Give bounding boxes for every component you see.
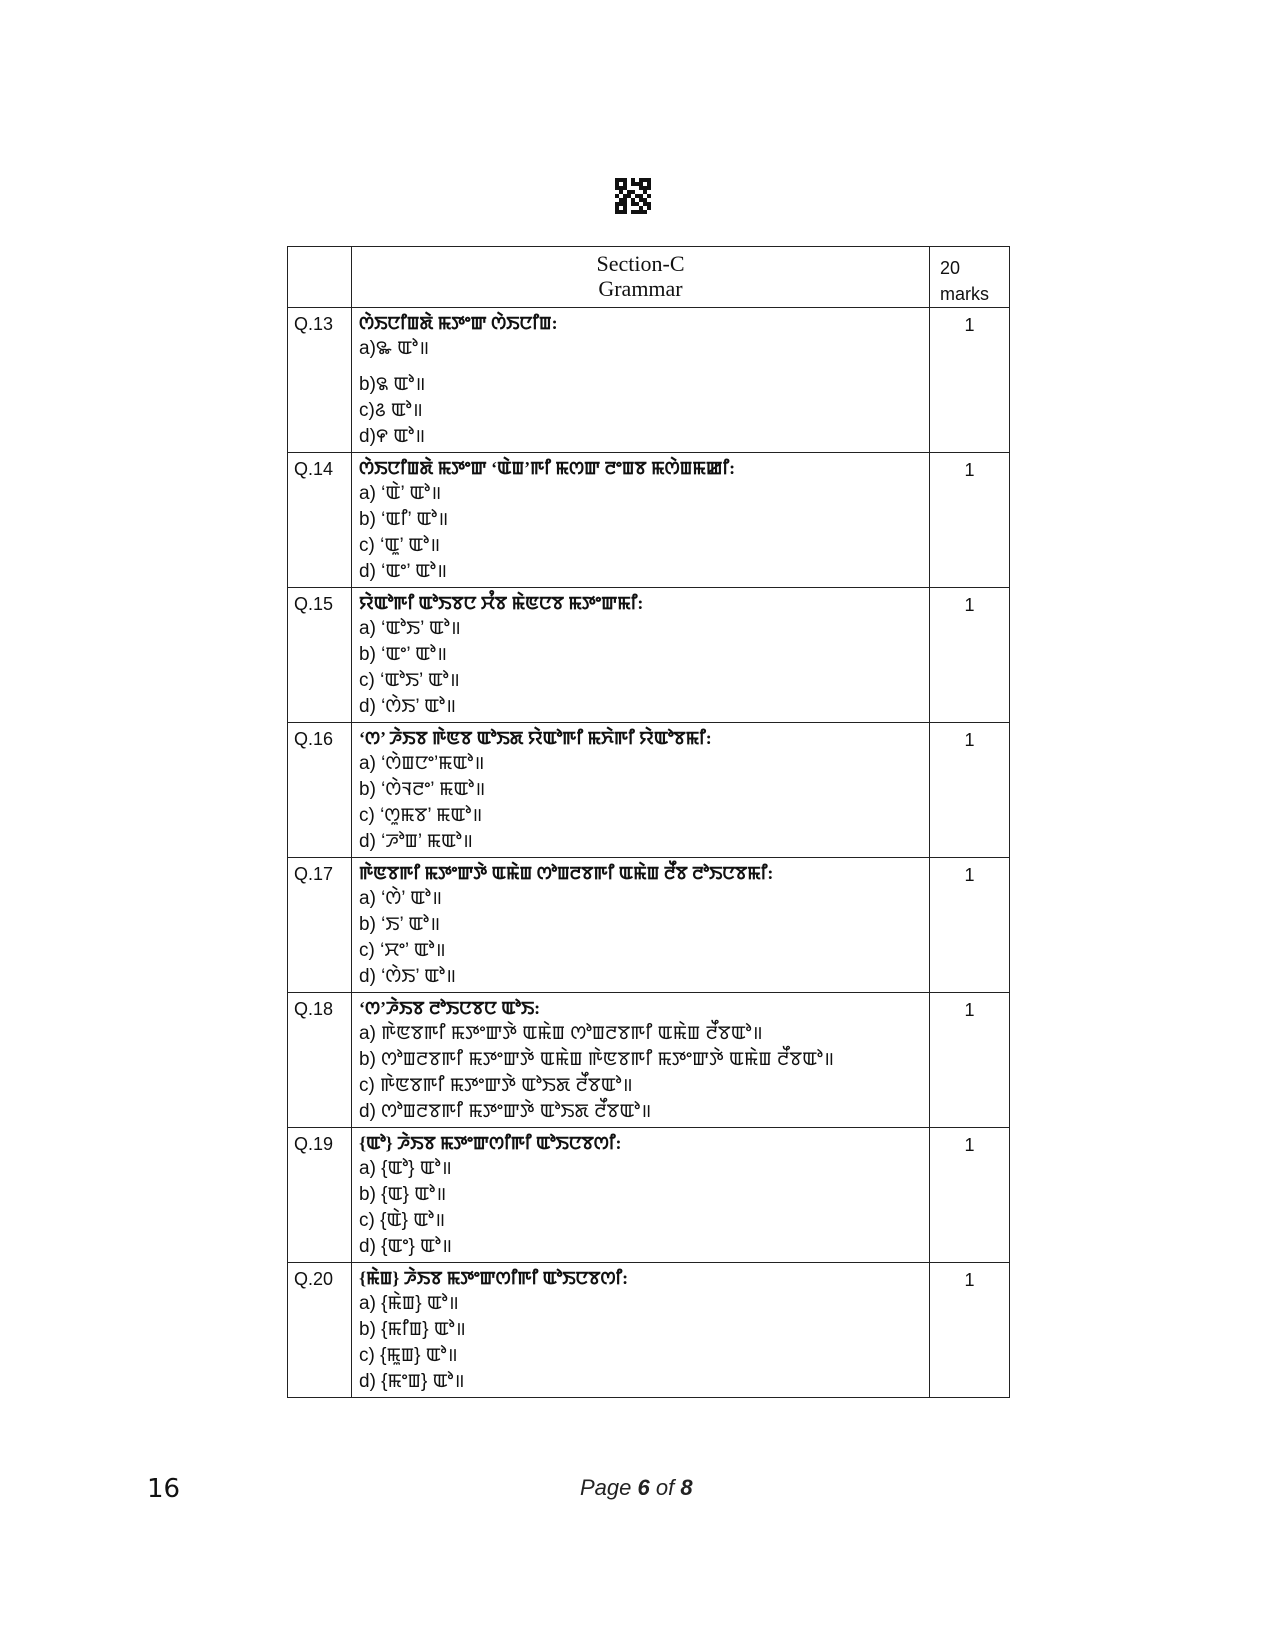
answer-option: d) {ꯃꯦꯡ} ꯑꯣ॥ xyxy=(359,1371,465,1392)
answer-option: a) {ꯑꯣ} ꯑꯣ॥ xyxy=(359,1158,452,1179)
answer-option: c) ‘ꯁꯨꯃꯕ’ ꯃꯑꯣ॥ xyxy=(359,805,483,826)
question-number: Q.17 xyxy=(294,864,334,884)
total-marks-value: 20 xyxy=(940,258,961,278)
question-number-cell xyxy=(288,588,352,723)
option-list xyxy=(352,1291,929,1397)
question-marks-cell xyxy=(930,453,1010,588)
question-number-cell xyxy=(288,453,352,588)
subject-title: Grammar xyxy=(598,276,683,301)
question-number: Q.15 xyxy=(294,594,334,614)
question-marks-cell xyxy=(930,588,1010,723)
question-body-cell xyxy=(352,453,930,588)
question-marks-cell xyxy=(930,308,1010,453)
question-number: Q.18 xyxy=(294,999,334,1019)
question-number-cell xyxy=(288,1263,352,1398)
question-marks: 1 xyxy=(964,730,975,750)
question-text: ‘ꯁ’ ꯍꯥꯏꯕ ꯒꯥꯟꯕ ꯑꯣꯏꯗ ꯌꯥꯑꯣꯒꯤ ꯃꯈꯥꯒꯤ ꯌꯥꯑꯣꯕꯃꯤ: xyxy=(359,728,712,748)
question-number-cell xyxy=(288,858,352,993)
question-marks: 1 xyxy=(964,1000,975,1020)
question-row xyxy=(288,588,1010,723)
paper-code: 16 xyxy=(147,1474,181,1504)
answer-option: a) ‘ꯑꯥ’ ꯑꯣ॥ xyxy=(359,483,442,504)
question-text: ꯌꯥꯑꯣꯒꯤ ꯑꯣꯏꯕꯅ ꯆꯪꯕ ꯃꯥꯟꯅꯕ ꯃꯇꯦꯛꯃꯤ: xyxy=(359,593,644,613)
question-marks-cell xyxy=(930,858,1010,993)
question-text: ꯒꯥꯟꯕꯒꯤ ꯃꯇꯦꯛꯇꯥ ꯑꯃꯥꯡ ꯁꯣꯡꯂꯕꯒꯤ ꯑꯃꯥꯡ ꯂꯩꯕ ꯂꯣꯏꯅꯕꯃꯤ: xyxy=(359,863,774,883)
answer-option: a) {ꯃꯥꯡ} ꯑꯣ॥ xyxy=(359,1293,459,1314)
question-row xyxy=(288,993,1010,1128)
question-text: {ꯑꯣ} ꯍꯥꯏꯕ ꯃꯇꯦꯛꯁꯤꯒꯤ ꯑꯣꯏꯅꯕꯁꯤ: xyxy=(359,1133,622,1153)
question-body-cell xyxy=(352,1128,930,1263)
question-table xyxy=(287,246,1010,1398)
question-text: {ꯃꯥꯡ} ꯍꯥꯏꯕ ꯃꯇꯦꯛꯁꯤꯒꯤ ꯑꯣꯏꯅꯕꯁꯤ: xyxy=(359,1268,629,1288)
answer-option: c) {ꯑꯥ} ꯑꯣ॥ xyxy=(359,1210,446,1231)
page-indicator xyxy=(580,1475,693,1501)
page-prefix: Page xyxy=(580,1475,638,1500)
question-marks: 1 xyxy=(964,1270,975,1290)
option-list xyxy=(352,886,929,992)
answer-option: b) ‘ꯏ’ ꯑꯣ॥ xyxy=(359,914,441,935)
question-body-cell xyxy=(352,723,930,858)
question-row xyxy=(288,1263,1010,1398)
question-body-cell xyxy=(352,588,930,723)
answer-option: d) ‘ꯁꯥꯏ’ ꯑꯣ॥ xyxy=(359,966,457,987)
question-marks: 1 xyxy=(964,315,975,335)
question-row xyxy=(288,308,1010,453)
question-number-cell xyxy=(288,993,352,1128)
answer-option: b) ‘ꯑꯦ’ ꯑꯣ॥ xyxy=(359,644,448,665)
answer-option: b) {ꯑ} ꯑꯣ॥ xyxy=(359,1184,447,1205)
question-marks: 1 xyxy=(964,1135,975,1155)
question-marks: 1 xyxy=(964,865,975,885)
question-text: ‘ꯁ’ꯍꯥꯏꯕ ꯂꯣꯏꯅꯕꯅ ꯑꯣꯏ: xyxy=(359,998,541,1018)
question-number-cell xyxy=(288,1128,352,1263)
answer-option: a) ‘ꯁꯥꯡꯅꯦ’ꯃꯑꯣ॥ xyxy=(359,753,485,774)
question-number-cell xyxy=(288,723,352,858)
page-total: 8 xyxy=(680,1475,693,1500)
question-marks-cell xyxy=(930,723,1010,858)
question-number: Q.19 xyxy=(294,1134,334,1154)
question-body-cell xyxy=(352,1263,930,1398)
question-marks: 1 xyxy=(964,460,975,480)
option-list xyxy=(352,481,929,587)
answer-option: d) ‘ꯑꯦ’ ꯑꯣ॥ xyxy=(359,561,448,582)
question-marks-cell xyxy=(930,1263,1010,1398)
answer-option: a) ‘ꯑꯣꯏ’ ꯑꯣ॥ xyxy=(359,618,461,639)
answer-option: a) ‘ꯁꯥ’ ꯑꯣ॥ xyxy=(359,888,443,909)
total-marks-label: marks xyxy=(940,284,989,304)
answer-option: d)꯵ ꯑꯣ॥ xyxy=(359,426,426,447)
answer-option: c) ꯒꯥꯟꯕꯒꯤ ꯃꯇꯦꯛꯇꯥ ꯑꯣꯏꯗ ꯂꯩꯕꯑꯣ॥ xyxy=(359,1075,633,1096)
question-row xyxy=(288,453,1010,588)
question-number: Q.16 xyxy=(294,729,334,749)
question-number: Q.20 xyxy=(294,1269,334,1289)
section-title: Section-C xyxy=(596,251,685,276)
answer-option: b) ꯁꯣꯡꯂꯕꯒꯤ ꯃꯇꯦꯛꯇꯥ ꯑꯃꯥꯡ ꯒꯥꯟꯕꯒꯤ ꯃꯇꯦꯛꯇꯥ ꯑꯃꯥꯡ ꯂꯩꯕꯑꯣ॥ xyxy=(359,1049,835,1070)
header-marks-cell xyxy=(930,247,1010,308)
option-list xyxy=(352,1021,929,1127)
question-marks-cell xyxy=(930,1128,1010,1263)
question-row xyxy=(288,723,1010,858)
header-title-cell xyxy=(352,247,930,308)
answer-option: d) ꯁꯣꯡꯂꯕꯒꯤ ꯃꯇꯦꯛꯇꯥ ꯑꯣꯏꯗ ꯂꯩꯕꯑꯣ॥ xyxy=(359,1101,652,1122)
answer-option: b) {ꯃꯤꯡ} ꯑꯣ॥ xyxy=(359,1319,466,1340)
question-marks: 1 xyxy=(964,595,975,615)
question-marks-cell xyxy=(930,993,1010,1128)
header-number-cell xyxy=(288,247,352,308)
question-row xyxy=(288,858,1010,993)
page-of: of xyxy=(649,1475,681,1500)
qr-code-icon xyxy=(615,178,651,214)
question-number: Q.14 xyxy=(294,459,334,479)
answer-option: b)꯲ ꯑꯣ॥ xyxy=(359,374,426,395)
option-list xyxy=(352,751,929,857)
question-body-cell xyxy=(352,858,930,993)
question-number-cell xyxy=(288,308,352,453)
table-header-row xyxy=(288,247,1010,308)
answer-option: c) ‘ꯑꯣꯏ’ ꯑꯣ॥ xyxy=(359,670,460,691)
answer-option: c) ‘ꯑꯨ’ ꯑꯣ॥ xyxy=(359,535,441,556)
question-body-cell xyxy=(352,308,930,453)
option-list xyxy=(352,616,929,722)
answer-option: c)꯴ ꯑꯣ॥ xyxy=(359,400,423,421)
question-text: ꯁꯥꯏꯅꯤꯡꯗꯥ ꯃꯇꯦꯛ ꯁꯥꯏꯅꯤꯡ: xyxy=(359,313,558,333)
question-text: ꯁꯥꯏꯅꯤꯡꯗꯥ ꯃꯇꯦꯛ ‘ꯑꯥꯡ’ꯒꯤ ꯃꯁꯛ ꯂꯦꯡꯕ ꯃꯁꯥꯡꯃꯀꯤ: xyxy=(359,458,736,478)
answer-option: d) ‘ꯁꯥꯏ’ ꯑꯣ॥ xyxy=(359,696,457,717)
answer-option: a)꯳ ꯑꯣ॥ xyxy=(359,338,430,359)
answer-option: b) ‘ꯁꯥꯜꯂꯦ’ ꯃꯑꯣ॥ xyxy=(359,779,486,800)
question-body-cell xyxy=(352,993,930,1128)
question-number: Q.13 xyxy=(294,314,334,334)
answer-option: a) ꯒꯥꯟꯕꯒꯤ ꯃꯇꯦꯛꯇꯥ ꯑꯃꯥꯡ ꯁꯣꯡꯂꯕꯒꯤ ꯑꯃꯥꯡ ꯂꯩꯕꯑꯣ॥ xyxy=(359,1023,763,1044)
page-current: 6 xyxy=(637,1475,650,1500)
option-list xyxy=(352,336,929,452)
question-row xyxy=(288,1128,1010,1263)
answer-option: b) ‘ꯑꯤ’ ꯑꯣ॥ xyxy=(359,509,449,530)
option-list xyxy=(352,1156,929,1262)
answer-option: c) {ꯃꯨꯡ} ꯑꯣ॥ xyxy=(359,1345,458,1366)
answer-option: c) ‘ꯆꯦ’ ꯑꯣ॥ xyxy=(359,940,446,961)
answer-option: d) ‘ꯍꯣꯡ’ ꯃꯑꯣ॥ xyxy=(359,831,474,852)
answer-option: d) {ꯑꯦ} ꯑꯣ॥ xyxy=(359,1236,453,1257)
